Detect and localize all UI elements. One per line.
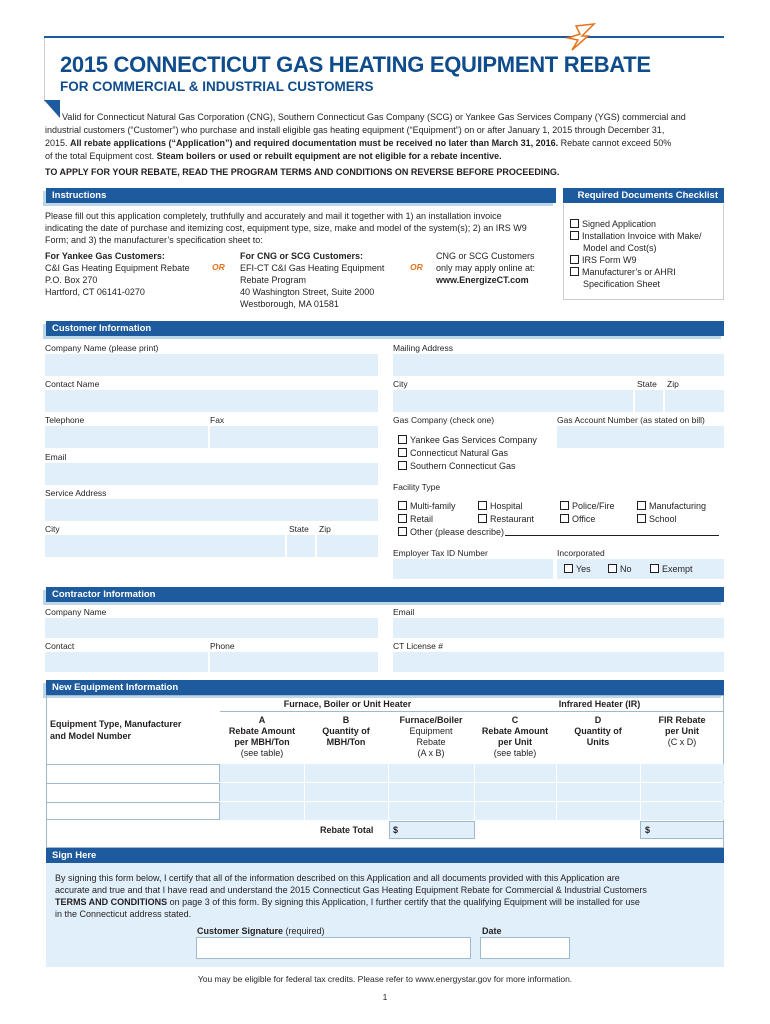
- mailing-city-field[interactable]: [393, 390, 633, 412]
- contractor-company-field[interactable]: [45, 618, 378, 638]
- mailing-address-label: Mailing Address: [393, 343, 454, 353]
- gas-account-label: Gas Account Number (as stated on bill): [557, 415, 705, 425]
- gas-option-scg[interactable]: Southern Connecticut Gas: [398, 460, 516, 472]
- col-d-cell[interactable]: [557, 802, 640, 820]
- sign-text-3: TERMS AND CONDITIONS on page 3 of this form. By signing this Application, I further certify that the qualifying Equipment will be installed for use: [55, 897, 640, 907]
- col-d-cell[interactable]: [557, 764, 640, 782]
- col-b-cell[interactable]: [305, 764, 388, 782]
- facility-school[interactable]: School: [637, 513, 677, 525]
- cng-address-1: EFI-CT C&I Gas Heating Equipment: [240, 263, 385, 273]
- online-text-1: CNG or SCG Customers: [436, 251, 535, 261]
- gas-option-yankee[interactable]: Yankee Gas Services Company: [398, 434, 537, 446]
- cng-heading: For CNG or SCG Customers:: [240, 251, 364, 261]
- instructions-heading: Instructions: [46, 188, 556, 203]
- checkbox[interactable]: [637, 501, 646, 510]
- col-fb-cell[interactable]: [389, 802, 474, 820]
- header-rule: [44, 36, 724, 38]
- checkbox[interactable]: [570, 267, 579, 276]
- col-fir-cell[interactable]: [641, 764, 724, 782]
- instructions-text-3: Form; and 3) the manufacturer’s specification sheet to:: [45, 235, 263, 245]
- signature-label: Customer Signature (required): [197, 926, 325, 936]
- facility-other[interactable]: Other (please describe): [398, 526, 504, 538]
- eq-type-header-2: and Model Number: [50, 731, 132, 741]
- table-row: [46, 783, 724, 801]
- contractor-email-label: Email: [393, 607, 415, 617]
- yankee-address-3: Hartford, CT 06141-0270: [45, 287, 145, 297]
- email-field[interactable]: [45, 463, 378, 485]
- col-b-cell[interactable]: [305, 783, 388, 801]
- intro-line-4: of the total Equipment cost. Steam boilers or used or rebuilt equipment are not eligible for a rebate incentive.: [45, 151, 502, 161]
- yankee-heading: For Yankee Gas Customers:: [45, 251, 165, 261]
- checklist-item-spec-cont: Specification Sheet: [583, 279, 661, 289]
- employer-tax-field[interactable]: [393, 559, 553, 579]
- checkbox[interactable]: [637, 514, 646, 523]
- contractor-license-field[interactable]: [393, 652, 724, 672]
- tax-credit-note: You may be eligible for federal tax credits. Please refer to www.energystar.gov for more information.: [197, 974, 573, 984]
- fir-total-field[interactable]: [640, 821, 724, 839]
- contact-name-label: Contact Name: [45, 379, 100, 389]
- checkbox[interactable]: [478, 501, 487, 510]
- service-zip-label: Zip: [319, 524, 331, 534]
- checkbox[interactable]: [398, 527, 407, 536]
- sign-text-2: accurate and true and that I have read and understand the 2015 Connecticut Gas Heating Equipment Rebate for Commercial & Industrial Customers: [55, 885, 647, 895]
- checklist-item-invoice[interactable]: Installation Invoice with Make/: [570, 230, 702, 242]
- col-b-cell[interactable]: [305, 802, 388, 820]
- yankee-address-2: P.O. Box 270: [45, 275, 98, 285]
- group-furnace-heading: Furnace, Boiler or Unit Heater: [283, 699, 412, 709]
- header-left-border: [44, 38, 45, 102]
- sign-heading: Sign Here: [46, 848, 724, 863]
- mailing-address-field[interactable]: [393, 354, 724, 376]
- incorporated-no[interactable]: No: [608, 563, 632, 575]
- cng-address-2: Rebate Program: [240, 275, 307, 285]
- contractor-phone-label: Phone: [210, 641, 235, 651]
- incorporated-label: Incorporated: [557, 548, 605, 558]
- furnace-total-field[interactable]: [389, 821, 475, 839]
- contractor-heading: Contractor Information: [46, 587, 724, 602]
- intro-line-2: industrial customers (“Customer”) who purchase and install eligible gas heating equipment (“Equipment”) on or after January 1, 2015 through December 31,: [45, 125, 665, 135]
- gas-option-cng[interactable]: Connecticut Natural Gas: [398, 447, 508, 459]
- group-divider: [220, 711, 724, 712]
- incorporated-exempt[interactable]: Exempt: [650, 563, 693, 575]
- cng-address-4: Westborough, MA 01581: [240, 299, 339, 309]
- apply-notice: TO APPLY FOR YOUR REBATE, READ THE PROGRAM TERMS AND CONDITIONS ON REVERSE BEFORE PROCEEDING.: [45, 167, 560, 177]
- company-name-field[interactable]: [45, 354, 378, 376]
- furnace-total-dollar: $: [393, 825, 399, 835]
- customer-heading: Customer Information: [46, 321, 724, 336]
- checkbox[interactable]: [650, 564, 659, 573]
- checkbox[interactable]: [570, 255, 579, 264]
- col-a-cell[interactable]: [220, 802, 304, 820]
- or-label-1: OR: [212, 262, 225, 272]
- sign-text-1: By signing this form below, I certify that all of the information described on this Application and all documents provided with this Application are: [55, 873, 620, 883]
- yankee-address-1: C&I Gas Heating Equipment Rebate: [45, 263, 190, 273]
- service-city-field[interactable]: [45, 535, 285, 557]
- telephone-field[interactable]: [45, 426, 208, 448]
- service-state-label: State: [289, 524, 309, 534]
- instructions-text-1: Please fill out this application completely, truthfully and accurately and mail it together with 1) an installation invoice: [45, 211, 502, 221]
- col-fb-header: Furnace/Boiler Equipment Rebate (A x B): [399, 715, 463, 758]
- city-label: City: [393, 379, 408, 389]
- checkbox[interactable]: [398, 501, 407, 510]
- rebate-total-label: Rebate Total: [320, 825, 374, 835]
- flame-bolt-icon: [560, 22, 600, 52]
- col-c-cell[interactable]: [475, 802, 556, 820]
- col-a-cell[interactable]: [220, 783, 304, 801]
- service-city-label: City: [45, 524, 60, 534]
- col-c-header: C Rebate Amount per Unit (see table): [481, 715, 549, 758]
- email-label: Email: [45, 452, 67, 462]
- checkbox[interactable]: [398, 461, 407, 470]
- or-label-2: OR: [410, 262, 423, 272]
- col-fir-header: FIR Rebate per Unit (C x D): [658, 715, 706, 747]
- checkbox[interactable]: [398, 435, 407, 444]
- col-fir-cell[interactable]: [641, 783, 724, 801]
- equipment-heading: New Equipment Information: [46, 680, 724, 695]
- date-field[interactable]: [480, 937, 570, 959]
- checkbox[interactable]: [570, 219, 579, 228]
- facility-multi-family[interactable]: Multi-family: [398, 500, 456, 512]
- checklist-item-spec[interactable]: Manufacturer’s or AHRI: [570, 266, 676, 278]
- corner-fold-icon: [44, 100, 64, 122]
- checkbox[interactable]: [398, 514, 407, 523]
- page-subtitle: FOR COMMERCIAL & INDUSTRIAL CUSTOMERS: [60, 79, 374, 94]
- contractor-contact-label: Contact: [45, 641, 75, 651]
- intro-line-3: 2015. All rebate applications (“Application”) and required documentation must be received no later than March 31, 2016. Rebate cannot exceed 50%: [45, 138, 672, 148]
- online-text-2: only may apply online at:: [436, 263, 536, 273]
- checkbox[interactable]: [478, 514, 487, 523]
- fir-total-dollar: $: [645, 825, 651, 835]
- checkbox[interactable]: [608, 564, 617, 573]
- contact-name-field[interactable]: [45, 390, 378, 412]
- checkbox[interactable]: [560, 514, 569, 523]
- page-number: 1: [382, 992, 388, 1002]
- facility-restaurant[interactable]: Restaurant: [478, 513, 534, 525]
- gas-account-field[interactable]: [557, 426, 724, 448]
- signature-field[interactable]: [196, 937, 471, 959]
- col-d-cell[interactable]: [557, 783, 640, 801]
- col-fir-cell[interactable]: [641, 802, 724, 820]
- col-fb-cell[interactable]: [389, 783, 474, 801]
- col-b-header: B Quantity of MBH/Ton: [322, 715, 370, 747]
- checklist-item-invoice-cont: Model and Cost(s): [583, 243, 657, 253]
- checklist-item-signed[interactable]: Signed Application: [570, 218, 656, 230]
- table-row: [46, 802, 724, 820]
- col-d-header: D Quantity of Units: [574, 715, 622, 747]
- service-address-label: Service Address: [45, 488, 107, 498]
- facility-police-fire[interactable]: Police/Fire: [560, 500, 615, 512]
- sign-text-4: in the Connecticut address stated.: [55, 909, 192, 919]
- online-link[interactable]: www.EnergizeCT.com: [436, 275, 529, 285]
- facility-manufacturing[interactable]: Manufacturing: [637, 500, 706, 512]
- service-address-field[interactable]: [45, 499, 378, 521]
- table-row: [46, 764, 724, 782]
- checkbox[interactable]: [570, 231, 579, 240]
- contractor-contact-field[interactable]: [45, 652, 208, 672]
- eq-type-cell[interactable]: [46, 764, 220, 782]
- service-state-field[interactable]: [287, 535, 315, 557]
- contractor-license-label: CT License #: [393, 641, 443, 651]
- eq-type-cell[interactable]: [46, 783, 220, 801]
- fax-field[interactable]: [210, 426, 378, 448]
- intro-line-1: Valid for Connecticut Natural Gas Corporation (CNG), Southern Connecticut Gas Company (SCG) or Yankee Gas Services Company (YGS) commercial and: [62, 112, 686, 122]
- zip-label: Zip: [667, 379, 679, 389]
- date-label: Date: [482, 926, 502, 936]
- incorporated-yes[interactable]: Yes: [564, 563, 591, 575]
- fax-label: Fax: [210, 415, 225, 425]
- facility-hospital[interactable]: Hospital: [478, 500, 523, 512]
- equipment-rows: [46, 764, 724, 820]
- employer-tax-label: Employer Tax ID Number: [393, 548, 488, 558]
- facility-office[interactable]: Office: [560, 513, 595, 525]
- company-name-label: Company Name (please print): [45, 343, 159, 353]
- other-describe-line[interactable]: [505, 535, 719, 536]
- instructions-text-2: indicating the date of purchase and itemizing cost, equipment type, size, make and model of the system(s); 2) an IRS W9: [45, 223, 527, 233]
- mailing-state-field[interactable]: [635, 390, 663, 412]
- col-a-cell[interactable]: [220, 764, 304, 782]
- facility-retail[interactable]: Retail: [398, 513, 433, 525]
- gas-company-label: Gas Company (check one): [393, 415, 495, 425]
- contractor-company-label: Company Name: [45, 607, 107, 617]
- col-fb-cell[interactable]: [389, 764, 474, 782]
- cng-address-3: 40 Washington Street, Suite 2000: [240, 287, 375, 297]
- col-c-cell[interactable]: [475, 764, 556, 782]
- checkbox[interactable]: [560, 501, 569, 510]
- checkbox[interactable]: [564, 564, 573, 573]
- state-label: State: [637, 379, 657, 389]
- checklist-heading: Required Documents Checklist: [563, 188, 724, 203]
- contractor-phone-field[interactable]: [210, 652, 378, 672]
- eq-type-header-1: Equipment Type, Manufacturer: [50, 719, 182, 729]
- col-c-cell[interactable]: [475, 783, 556, 801]
- mailing-zip-field[interactable]: [665, 390, 724, 412]
- eq-type-cell[interactable]: [46, 802, 220, 820]
- checkbox[interactable]: [398, 448, 407, 457]
- telephone-label: Telephone: [45, 415, 85, 425]
- group-infrared-heading: Infrared Heater (IR): [558, 699, 641, 709]
- col-a-header: A Rebate Amount per MBH/Ton (see table): [228, 715, 296, 758]
- page-title: 2015 CONNECTICUT GAS HEATING EQUIPMENT REBATE: [60, 52, 651, 77]
- checklist-item-w9[interactable]: IRS Form W9: [570, 254, 637, 266]
- contractor-email-field[interactable]: [393, 618, 724, 638]
- service-zip-field[interactable]: [317, 535, 378, 557]
- facility-type-label: Facility Type: [393, 482, 441, 492]
